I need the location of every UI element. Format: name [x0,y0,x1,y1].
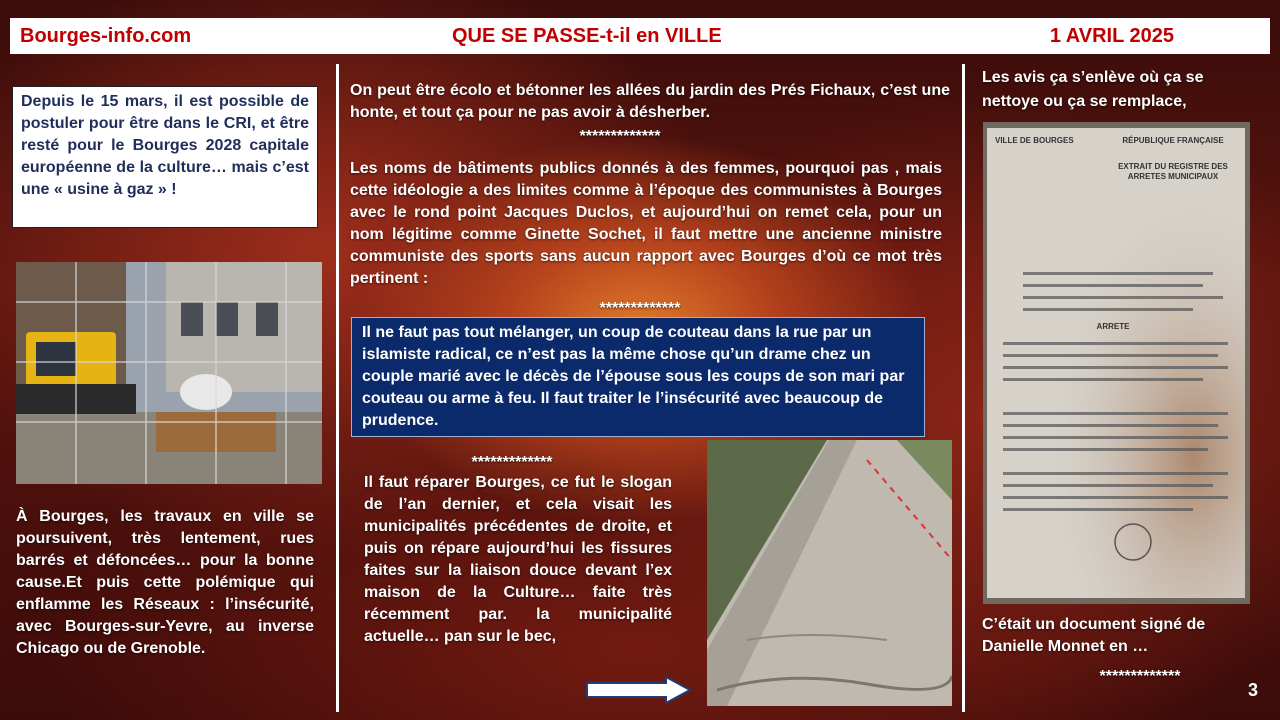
column-divider-left [336,64,339,712]
construction-site-photo [16,262,322,484]
page-title: QUE SE PASSE-t-il en VILLE [452,24,722,47]
right-arrow-icon [586,676,692,709]
page-number: 3 [1247,680,1258,700]
header-bar [10,18,1270,54]
issue-date: 1 AVRIL 2025 [1049,24,1174,47]
insecurity-box: Il ne faut pas tout mélanger, un coup de couteau dans la rue par un islamiste radical, ce n’est pas la même chose qu’un drame chez un couple marié avec le décès de l’épouse sous les coups de son mari par couteau ou arme à feu. Il faut traiter le l’insécurité avec beaucoup de prudence. [351,317,925,437]
concrete-path-photo [707,440,952,706]
reparer-text: Il faut réparer Bourges, ce fut le slogan de l’an dernier, et cela visait les municipalités précédentes de droite, et puis on répare aujourd’hui les fissures faites sur la liaison douce devant l’ex maison de la Culture… faite très récemment par. la municipalité actuelle… pan sur le bec, [364,474,672,645]
avis-text: Les avis ça s’enlève où ça se nettoye ou ça se remplace, [982,69,1204,110]
separator-2: ************* [599,300,681,317]
ecolo-text: On peut être écolo et bétonner les allées du jardin des Prés Fichaux, c’est une honte, et tout ça pour ne pas avoir à désherber. [350,82,950,121]
signed-text: C’était un document signé de Danielle Monnet en … [982,616,1206,655]
notice-ville: VILLE DE BOURGES [995,136,1074,145]
intro-box: Depuis le 15 mars, il est possible de postuler pour être dans le CRI, et être resté pour le Bourges 2028 capitale européenne de la culture… mais c’est une « usine à gaz » ! [12,86,318,228]
column-divider-right [962,64,965,712]
separator-right: ************* [1099,668,1181,685]
noms-text: Les noms de bâtiments publics donnés à des femmes, pourquoi pas , mais cette idéologie a des limites comme à l’époque des communistes à Bourges avec le rond point Jacques Duclos, et aujourd’hui on remet cela, pour un nom légitime comme Ginette Sochet, il faut mettre une ancienne ministre communiste des sports sans aucun rapport avec Bourges d’où ce mot très pertinent : [350,160,942,287]
separator-1: ************* [579,128,661,145]
notice-extrait: EXTRAIT DU REGISTRE DES ARRETES MUNICIPAUX [1118,162,1228,181]
municipal-notice-photo [983,122,1250,604]
notice-republique: RÉPUBLIQUE FRANÇAISE [1122,136,1224,145]
works-text: À Bourges, les travaux en ville se poursuivent, très lentement, rues barrés et défoncées… pour la bonne cause.Et puis cette polémique qui enflamme les Réseaux : l’insécurité, avec Bourges-sur-Yevre, au inverse Chicago ou de Grenoble. [16,508,314,657]
notice-arrete: ARRETE [1096,322,1130,331]
separator-3: ************* [471,454,553,471]
site-name: Bourges-info.com [20,24,192,47]
